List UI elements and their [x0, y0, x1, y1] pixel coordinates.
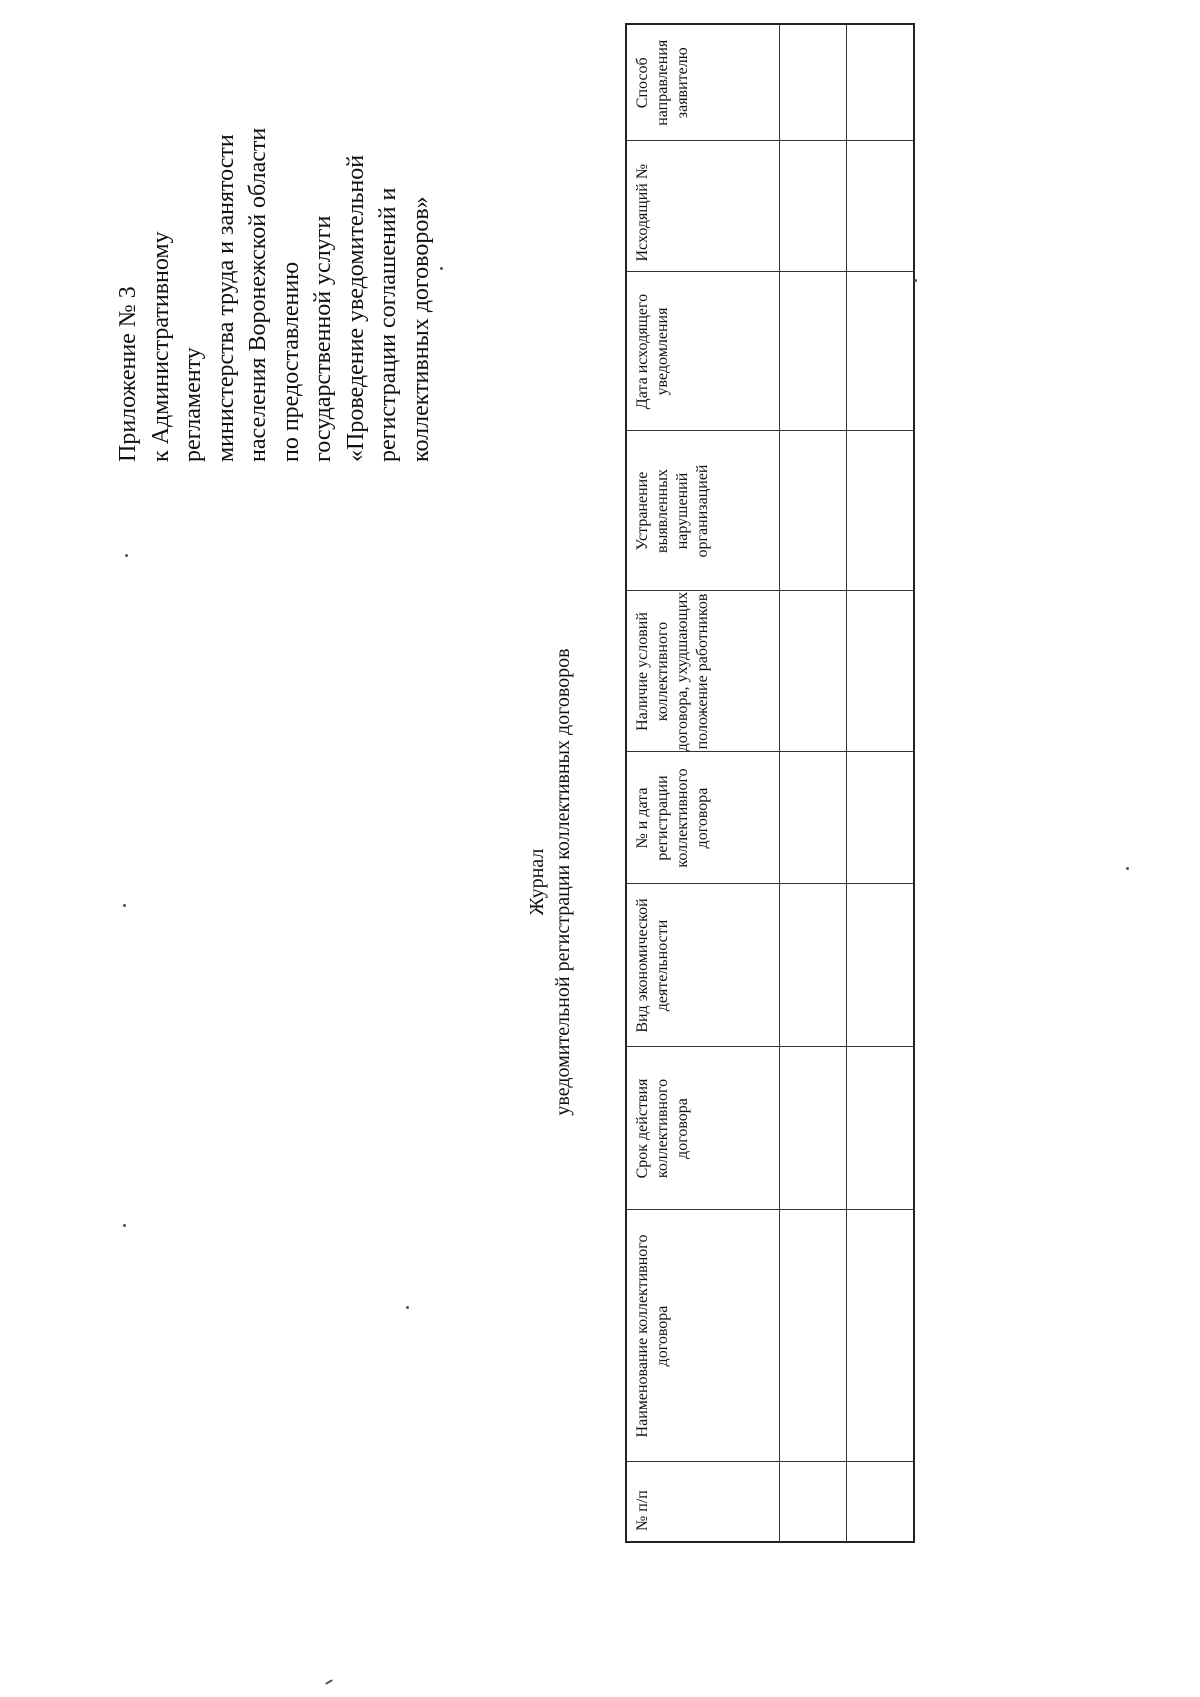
journal-title-line1: Журнал	[526, 848, 548, 916]
appendix-header	[112, 0, 437, 462]
table-cell	[780, 1462, 847, 1542]
journal-title-line2: уведомительной регистрации коллективных договоров	[552, 648, 574, 1116]
table-cell	[780, 1210, 847, 1462]
table-cell	[847, 24, 915, 141]
table-cell	[847, 752, 915, 884]
table-cell	[847, 1462, 915, 1542]
appendix-line: регистрации соглашений и	[375, 187, 401, 462]
appendix-line: Приложение № 3	[115, 286, 141, 462]
table-cell	[780, 431, 847, 591]
journal-title	[524, 407, 576, 1357]
column-header: Вид экономической деятельности	[626, 884, 780, 1047]
table-row	[847, 24, 915, 1542]
column-header: Срок действия коллективного договора	[626, 1047, 780, 1210]
column-header: № и дата регистрации коллективного договора	[626, 752, 780, 884]
table-cell	[847, 272, 915, 431]
appendix-line: «Проведение уведомительной	[342, 154, 369, 462]
appendix-line: по предоставлению	[277, 261, 304, 462]
column-header: Дата исходящего уведомления	[626, 272, 780, 431]
column-header: Способ направления заявителю	[626, 24, 780, 141]
scan-speck	[123, 904, 126, 907]
table-cell	[847, 431, 915, 591]
appendix-line: коллективных договоров»	[407, 196, 434, 462]
table-cell	[780, 752, 847, 884]
appendix-line: к Административному	[147, 231, 174, 462]
column-header: № п/п	[626, 1462, 780, 1542]
appendix-line: министерства труда и занятости	[212, 134, 239, 462]
table-cell	[847, 141, 915, 272]
scan-speck	[406, 1306, 409, 1309]
scan-speck	[440, 267, 443, 270]
table-cell	[780, 272, 847, 431]
scan-speck	[123, 1224, 126, 1227]
table-row	[780, 24, 847, 1542]
table-cell	[847, 884, 915, 1047]
scan-speck	[1126, 867, 1129, 870]
table-cell	[847, 591, 915, 752]
scan-speck	[125, 554, 128, 557]
table-cell	[780, 1047, 847, 1210]
appendix-line: регламенту	[180, 347, 206, 462]
table-header-row	[626, 24, 780, 1542]
table-cell	[847, 1047, 915, 1210]
table-cell	[847, 1210, 915, 1462]
column-header: Наличие условий коллективного договора, ухудшающих положение работников	[626, 591, 780, 752]
table-cell	[780, 884, 847, 1047]
table-cell	[780, 141, 847, 272]
appendix-line: государственной услуги	[310, 215, 336, 462]
appendix-line: населения Воронежской области	[245, 127, 271, 462]
journal-table	[625, 23, 915, 1543]
column-header: Устранение выявленных нарушений организацией	[626, 431, 780, 591]
scan-speck	[325, 1679, 333, 1685]
column-header: Исходящий №	[626, 141, 780, 272]
table-cell	[780, 24, 847, 141]
column-header: Наименование коллективного договора	[626, 1210, 780, 1462]
scan-speck	[914, 279, 917, 282]
table-cell	[780, 591, 847, 752]
